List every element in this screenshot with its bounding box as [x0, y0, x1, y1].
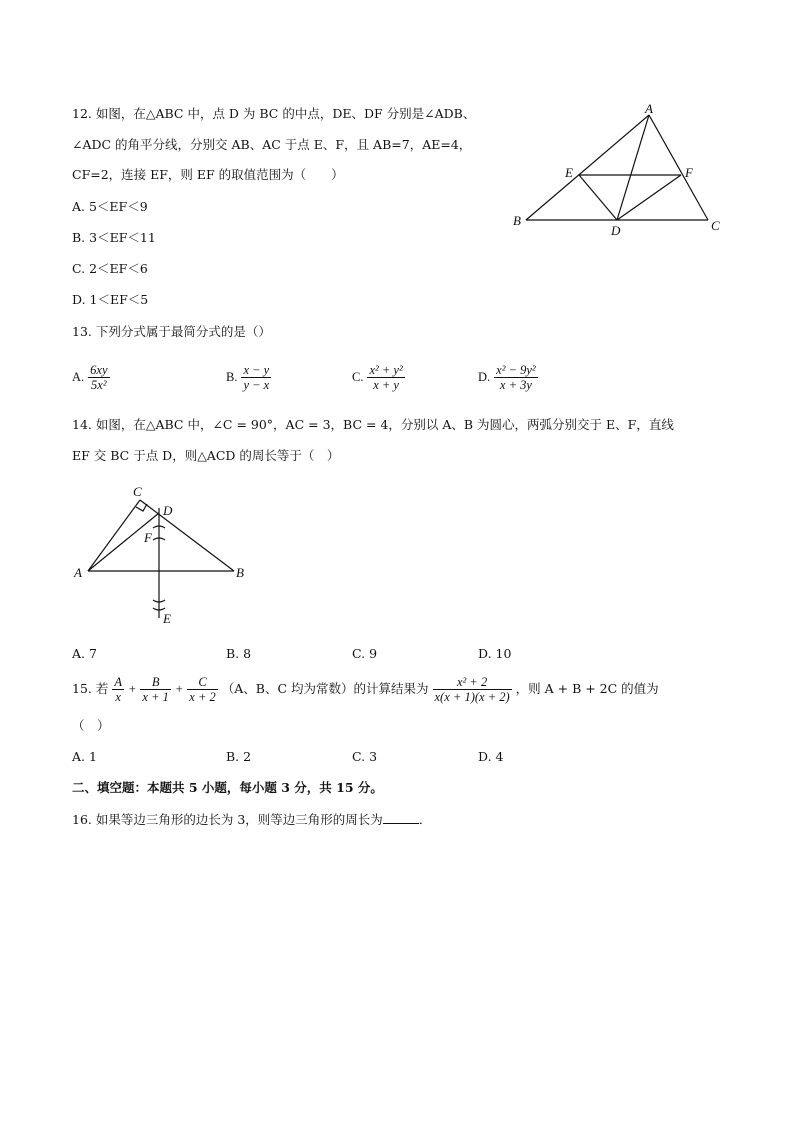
q12-line2: ∠ADC 的角平分线，分别交 AB、AC 于点 E、F，且 AB=7，AE=4， [72, 137, 472, 152]
q12-triangle-figure [505, 98, 735, 240]
q13-option-a-denominator: 5x² [91, 378, 107, 392]
q12-line1: 12. 如图，在△ABC 中，点 D 为 BC 的中点，DE、DF 分别是∠ADB、 [72, 106, 476, 121]
q13-option-d-letter: D. [478, 370, 491, 384]
q16-end: ． [418, 812, 432, 827]
q13-option-b-numerator: x − y [243, 363, 270, 377]
q15-frac3-num: C [187, 675, 217, 690]
q13-stem: 13. 下列分式属于最简分式的是（） [72, 324, 271, 339]
q15-option-d: D. 4 [478, 749, 504, 764]
q12-label-e: E [565, 165, 573, 180]
q12-option-d: D. 1＜EF＜5 [72, 292, 149, 307]
q14-label-a: A [74, 565, 82, 580]
q16-answer-blank[interactable] [383, 811, 419, 824]
q12-option-c: C. 2＜EF＜6 [72, 261, 148, 276]
q13-option-b-denominator: y − x [243, 378, 270, 392]
q15-line2: （ ） [72, 718, 110, 733]
q15-option-b: B. 2 [226, 749, 252, 764]
q14-triangle-figure [70, 480, 260, 630]
q15-frac4-num: x² + 2 [433, 675, 512, 690]
q13-option-a-numerator: 6xy [90, 363, 108, 377]
q13-option-c-denominator: x + y [373, 378, 399, 392]
q12-label-d: D [611, 223, 621, 238]
q12-label-f: F [685, 165, 693, 180]
q13-option-c [352, 360, 405, 394]
section-heading-fill-in: 二、填空题：本题共 5 小题，每小题 3 分，共 15 分。 [72, 780, 383, 795]
q15-middle: （A、B、C 均为常数）的计算结果为 [221, 681, 429, 696]
q14-label-f: F [144, 530, 152, 545]
q14-option-d: D. 10 [478, 646, 512, 661]
q14-label-b: B [236, 565, 244, 580]
q13-option-c-numerator: x² + y² [369, 363, 403, 377]
q14-label-c: C [133, 484, 142, 499]
q15-frac4-den: x(x + 1)(x + 2) [434, 690, 510, 704]
q15-frac1-den: x [115, 690, 121, 704]
q12-label-c: C [711, 218, 720, 233]
q13-option-d-denominator: x + 3y [499, 378, 532, 392]
q13-option-b [226, 360, 271, 394]
q14-label-e: E [163, 611, 171, 626]
q14-option-b: B. 8 [226, 646, 252, 661]
q16-text: 16. 如果等边三角形的边长为 3，则等边三角形的周长为 [72, 812, 383, 827]
q13-option-d [478, 360, 538, 394]
q14-option-a: A. 7 [72, 646, 97, 661]
q13-option-d-numerator: x² − 9y² [496, 363, 536, 377]
q15-prefix: 15. 若 [72, 681, 109, 696]
q15-frac2-num: B [140, 675, 170, 690]
q16-line [72, 811, 431, 828]
q15-frac2-den: x + 1 [142, 690, 169, 704]
q12-label-b: B [513, 213, 521, 228]
q15-line1: 15. 若 $\frac{A}{x}$ + $\frac{B}{x + 1}$ + $\frac{C}{x + 2}$ （A、B、C 均为常数）的计算结果为 $\frac{\text{x² + 2}}{x(x + 1)(x + 2)}$ ，则 A + B + 2C 的值为 [72, 675, 659, 704]
q13-option-c-letter: C. [352, 370, 364, 384]
q13-option-b-letter: B. [226, 370, 238, 384]
q15-frac1-num: A [114, 675, 122, 689]
q12-label-a: A [645, 101, 653, 116]
q15-suffix: ，则 A + B + 2C 的值为 [515, 681, 659, 696]
q15-frac3-den: x + 2 [189, 690, 216, 704]
q15-option-a: A. 1 [72, 749, 97, 764]
q13-option-a [72, 360, 110, 394]
q15-option-c: C. 3 [352, 749, 378, 764]
q12-option-b: B. 3＜EF＜11 [72, 230, 156, 245]
q14-line1: 14. 如图，在△ABC 中，∠C = 90°，AC = 3，BC = 4，分别以 A、B 为圆心，两弧分别交于 E、F，直线 [72, 417, 674, 432]
q13-option-a-letter: A. [72, 370, 85, 384]
q14-line2: EF 交 BC 于点 D，则△ACD 的周长等于（ ） [72, 448, 340, 463]
q12-line3: CF=2，连接 EF，则 EF 的取值范围为（ ） [72, 167, 344, 182]
q14-label-d: D [163, 503, 173, 518]
q14-option-c: C. 9 [352, 646, 378, 661]
q12-option-a: A. 5＜EF＜9 [72, 199, 148, 214]
